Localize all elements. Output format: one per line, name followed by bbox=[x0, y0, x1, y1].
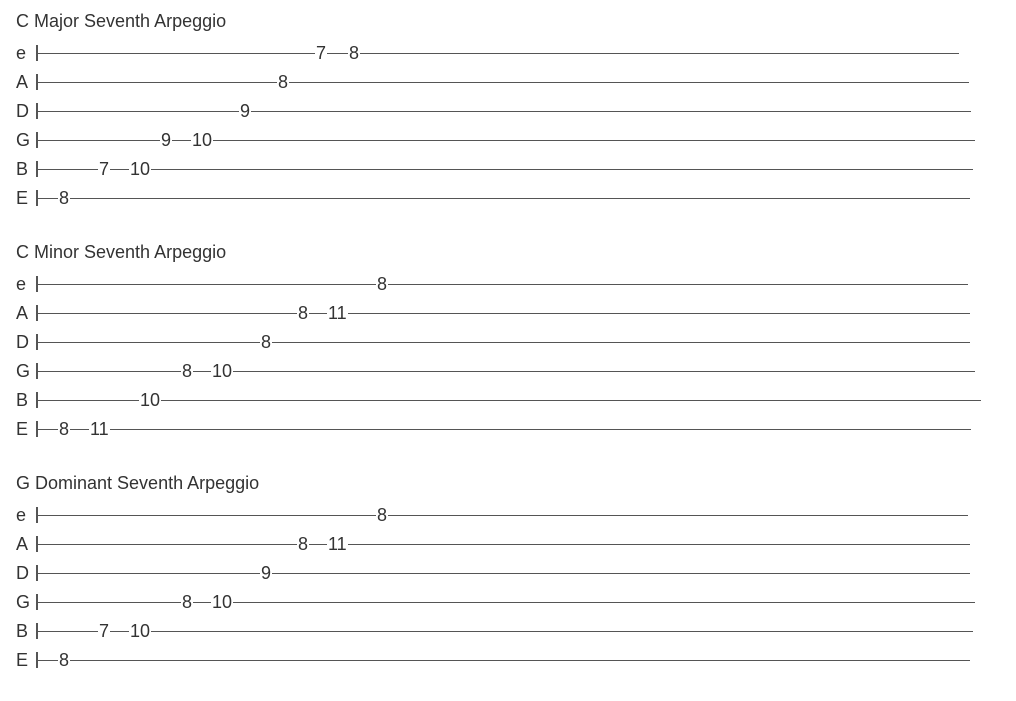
fret-number: 8 bbox=[59, 650, 70, 670]
fret-number: 9 bbox=[161, 130, 172, 150]
string-row bbox=[16, 390, 985, 410]
string-line bbox=[37, 111, 971, 112]
fret-number: 7 bbox=[99, 159, 110, 179]
string-line bbox=[37, 198, 970, 199]
tab-section bbox=[16, 470, 996, 701]
fret-number: 8 bbox=[349, 43, 360, 63]
string-label: B bbox=[16, 390, 29, 410]
section-title: C Minor Seventh Arpeggio bbox=[16, 242, 227, 262]
string-row bbox=[16, 332, 974, 352]
fret-number: 8 bbox=[59, 419, 70, 439]
string-row bbox=[16, 621, 977, 641]
fret-number: 8 bbox=[182, 592, 193, 612]
string-line bbox=[37, 400, 981, 401]
fret-number: 10 bbox=[212, 592, 233, 612]
string-line bbox=[37, 284, 968, 285]
string-row bbox=[16, 274, 972, 294]
string-row bbox=[16, 534, 974, 554]
fret-number: 7 bbox=[316, 43, 327, 63]
fret-number: 10 bbox=[140, 390, 161, 410]
string-row bbox=[16, 505, 972, 525]
string-label: G bbox=[16, 130, 31, 150]
fret-number: 7 bbox=[99, 621, 110, 641]
string-row bbox=[16, 72, 973, 92]
string-label: G bbox=[16, 592, 31, 612]
fret-number: 8 bbox=[377, 274, 388, 294]
string-row bbox=[16, 650, 974, 670]
string-label: E bbox=[16, 650, 29, 670]
fret-number: 8 bbox=[377, 505, 388, 525]
string-label: D bbox=[16, 563, 29, 583]
string-label: A bbox=[16, 72, 29, 92]
string-row bbox=[16, 188, 974, 208]
fret-number: 9 bbox=[240, 101, 251, 121]
string-label: E bbox=[16, 188, 29, 208]
string-line bbox=[37, 660, 970, 661]
section-title: C Major Seventh Arpeggio bbox=[16, 11, 227, 31]
fret-number: 11 bbox=[90, 419, 109, 439]
string-line bbox=[37, 82, 969, 83]
string-label: D bbox=[16, 332, 29, 352]
string-row bbox=[16, 159, 977, 179]
string-label: A bbox=[16, 534, 29, 554]
string-line bbox=[37, 140, 975, 141]
string-label: D bbox=[16, 101, 29, 121]
tab-section bbox=[16, 8, 996, 239]
fret-number: 8 bbox=[298, 534, 309, 554]
fret-number: 8 bbox=[261, 332, 272, 352]
string-label: e bbox=[16, 274, 27, 294]
string-row bbox=[16, 303, 974, 323]
fret-number: 11 bbox=[328, 534, 347, 554]
fret-number: 8 bbox=[182, 361, 193, 381]
section-title: G Dominant Seventh Arpeggio bbox=[16, 473, 260, 493]
string-line bbox=[37, 371, 975, 372]
fret-number: 10 bbox=[212, 361, 233, 381]
string-row bbox=[16, 130, 979, 150]
string-line bbox=[37, 631, 973, 632]
string-line bbox=[37, 602, 975, 603]
string-label: B bbox=[16, 159, 29, 179]
string-label: e bbox=[16, 43, 27, 63]
string-label: G bbox=[16, 361, 31, 381]
string-line bbox=[37, 342, 970, 343]
string-label: A bbox=[16, 303, 29, 323]
fret-number: 10 bbox=[192, 130, 213, 150]
fret-number: 8 bbox=[59, 188, 70, 208]
string-line bbox=[37, 544, 970, 545]
string-label: B bbox=[16, 621, 29, 641]
string-row bbox=[16, 563, 974, 583]
string-row bbox=[16, 419, 975, 439]
fret-number: 8 bbox=[298, 303, 309, 323]
string-label: e bbox=[16, 505, 27, 525]
string-label: E bbox=[16, 419, 29, 439]
string-line bbox=[37, 169, 973, 170]
string-row bbox=[16, 43, 963, 63]
string-line bbox=[37, 573, 970, 574]
string-row bbox=[16, 592, 979, 612]
string-line bbox=[37, 429, 971, 430]
string-row bbox=[16, 101, 975, 121]
string-line bbox=[37, 313, 970, 314]
string-line bbox=[37, 515, 968, 516]
tab-section bbox=[16, 239, 996, 470]
fret-number: 10 bbox=[130, 159, 151, 179]
string-line bbox=[37, 53, 959, 54]
fret-number: 10 bbox=[130, 621, 151, 641]
fret-number: 11 bbox=[328, 303, 347, 323]
tab-sheet bbox=[16, 8, 996, 701]
fret-number: 9 bbox=[261, 563, 272, 583]
string-row bbox=[16, 361, 979, 381]
fret-number: 8 bbox=[278, 72, 289, 92]
